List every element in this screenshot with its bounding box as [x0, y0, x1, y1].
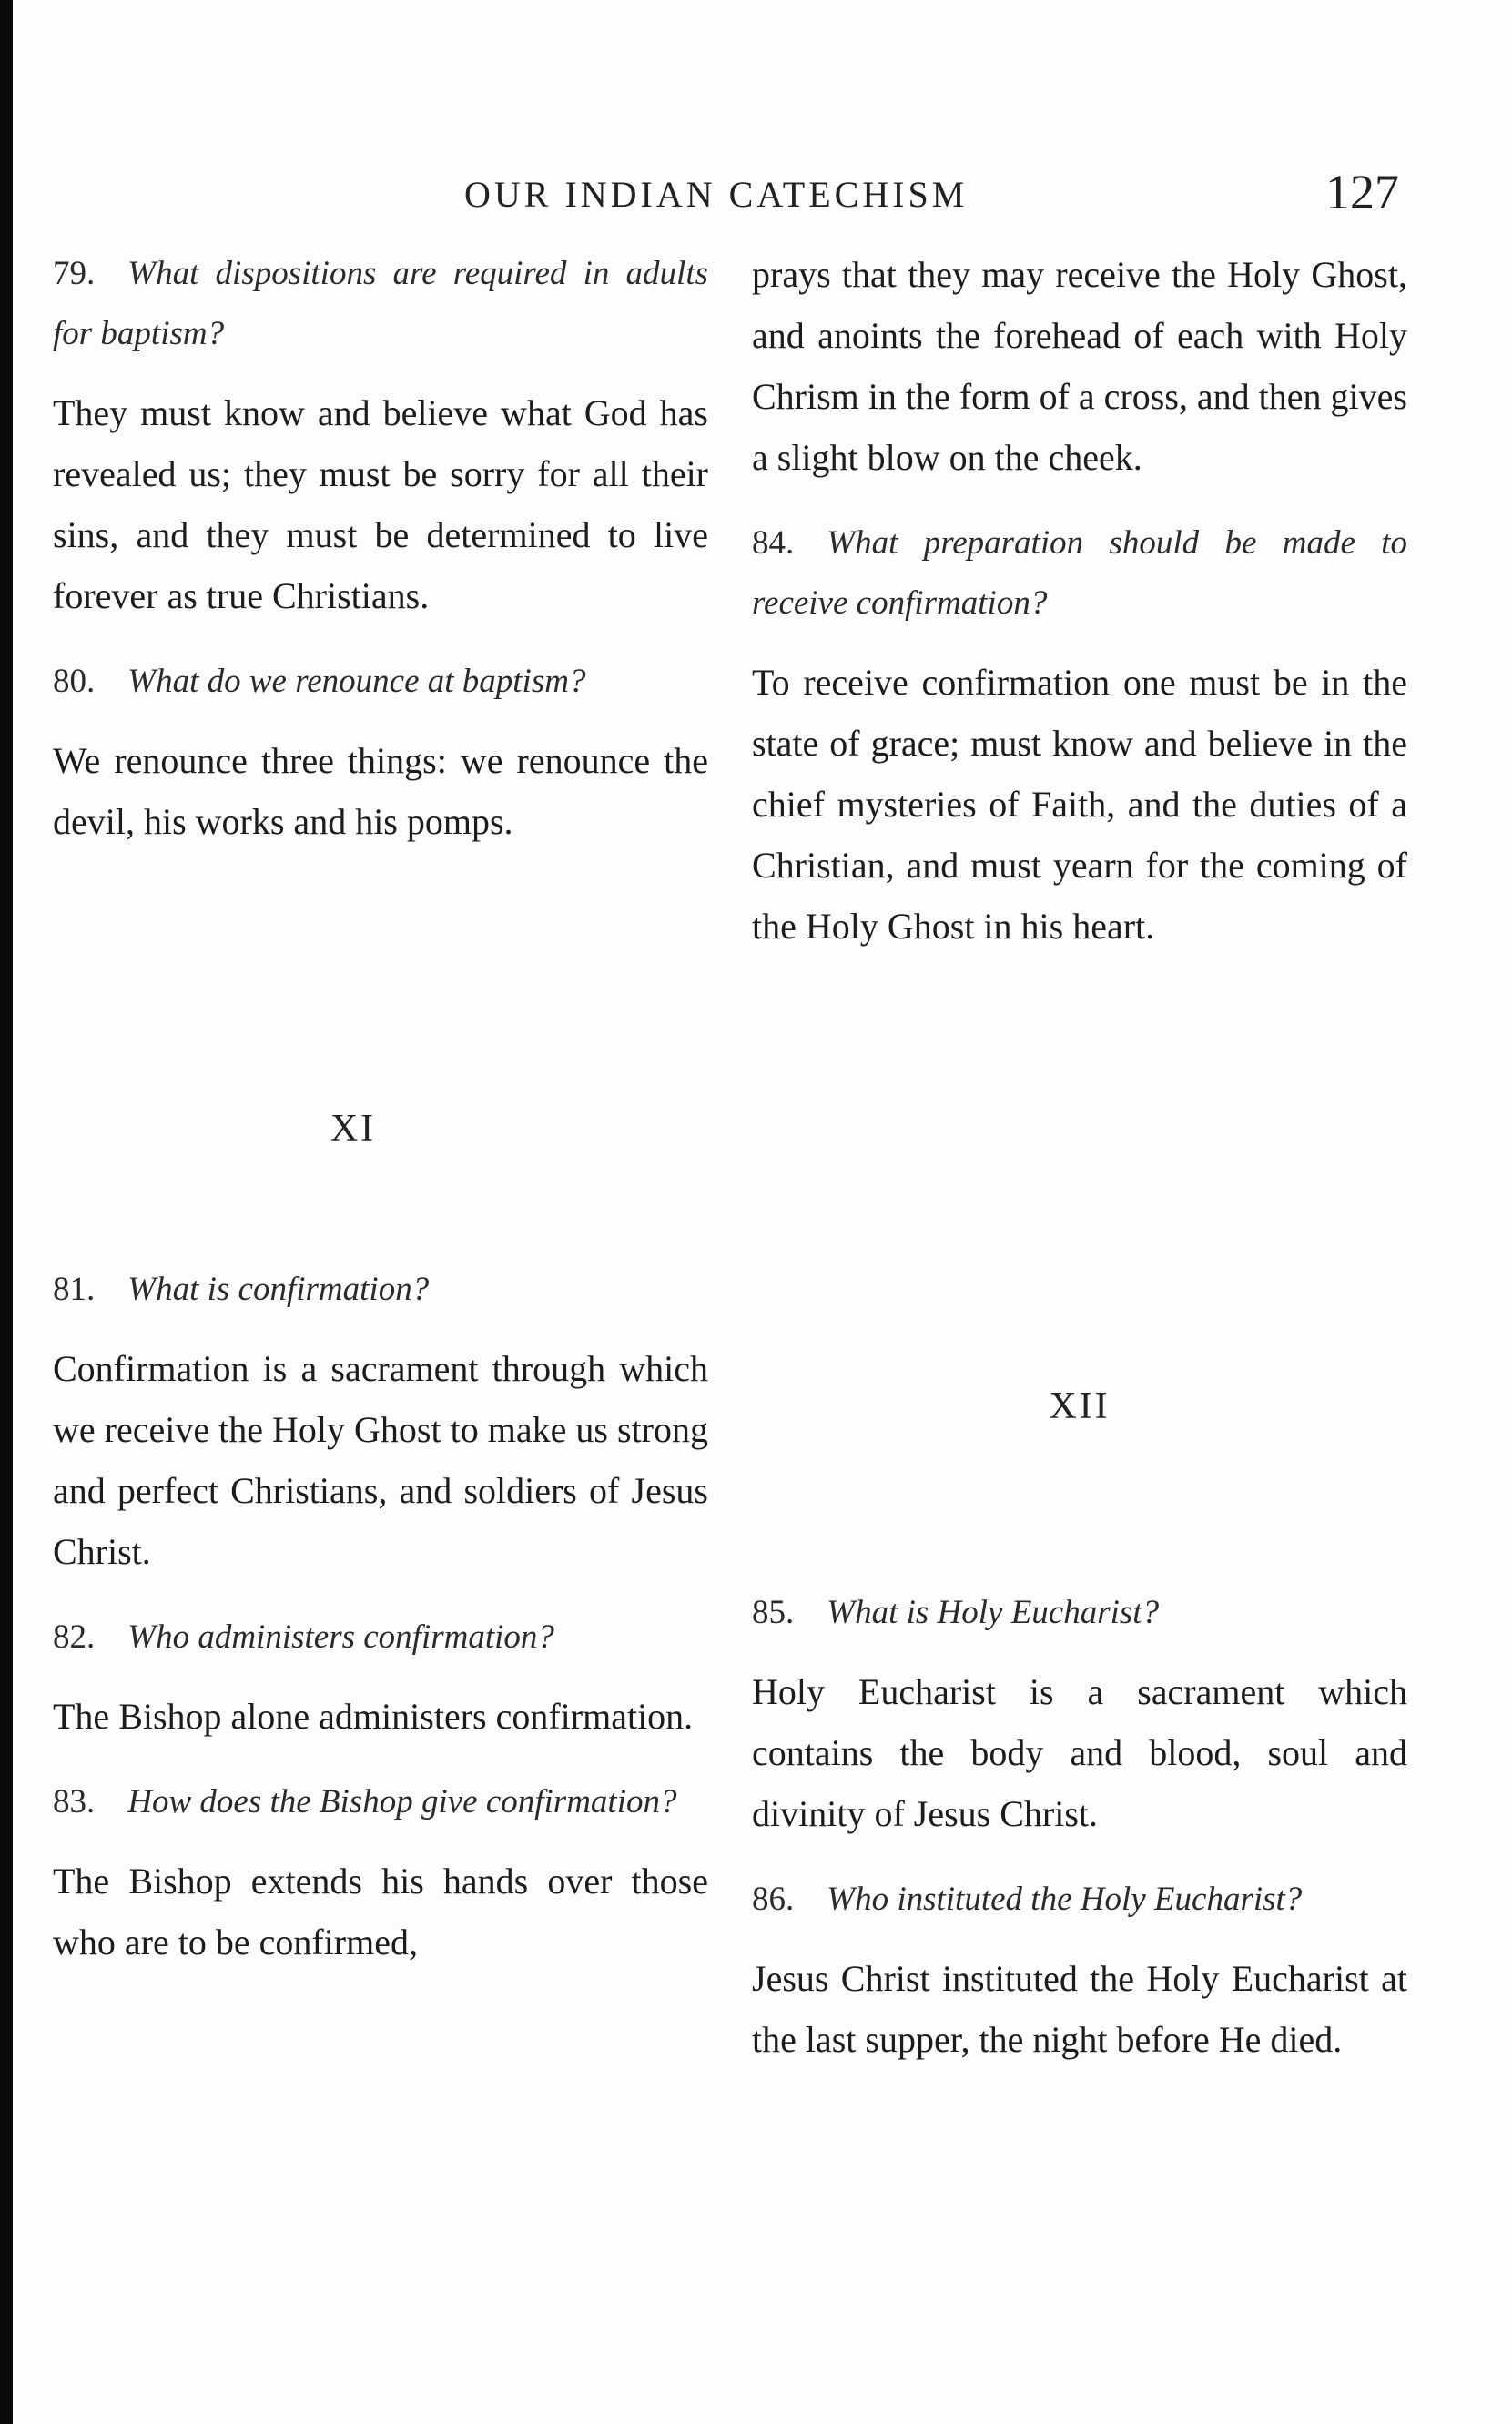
section-heading-xii: XII: [1049, 1385, 1111, 1427]
left-column: [53, 244, 708, 2401]
question-text: Who administers confirmation?: [127, 1618, 554, 1656]
question-83: [53, 1772, 708, 1832]
question-86: [752, 1870, 1407, 1930]
page-header: [0, 164, 1512, 228]
answer-79: They must know and believe what God has revealed us; they must be sorry for all their sins, and they must be determined to live forever as true Christians.: [53, 392, 708, 616]
question-84: [752, 513, 1407, 634]
question-81: [53, 1260, 708, 1320]
section-heading-xi: XI: [330, 1108, 377, 1150]
question-number: 80.: [53, 663, 96, 700]
question-number: 79.: [53, 255, 96, 292]
question-text: What is Holy Eucharist?: [827, 1594, 1160, 1631]
answer-83: The Bishop extends his hands over those who are to be confirmed,: [53, 1861, 708, 1963]
question-text: What dispositions are required in adults for baptism?: [53, 255, 708, 352]
answer-85: Holy Eucharist is a sacrament which contains the body and blood, soul and divinity of Jesus Christ.: [752, 1671, 1407, 1834]
answer-81: Confirmation is a sacrament through which we receive the Holy Ghost to make us strong and perfect Christians, and soldiers of Jesus Christ.: [53, 1348, 708, 1572]
question-number: 82.: [53, 1618, 96, 1656]
question-number: 85.: [752, 1594, 795, 1631]
running-title: OUR INDIAN CATECHISM: [464, 174, 969, 215]
question-number: 83.: [53, 1783, 96, 1821]
question-79: [53, 244, 708, 364]
answer-84: To receive confirmation one must be in the state of grace; must know and believe in the chief mysteries of Faith, and the duties of a Christian, and must yearn for the coming of the Holy Ghost in his heart.: [752, 662, 1407, 947]
answer-86: Jesus Christ instituted the Holy Eucharist at the last supper, the night before He died.: [752, 1958, 1407, 2060]
page-number: 127: [1325, 165, 1399, 219]
question-text: What preparation should be made to receive confirmation?: [752, 524, 1407, 622]
answer-80: We renounce three things: we renounce the devil, his works and his pomps.: [53, 740, 708, 842]
answer-82: The Bishop alone administers confirmation.: [53, 1696, 694, 1737]
question-82: [53, 1608, 708, 1668]
question-number: 84.: [752, 524, 795, 562]
right-column: [752, 244, 1407, 2401]
question-80: [53, 652, 708, 712]
question-text: What do we renounce at baptism?: [127, 663, 586, 700]
question-text: Who instituted the Holy Eucharist?: [827, 1881, 1303, 1918]
question-text: What is confirmation?: [127, 1271, 430, 1308]
book-spine-edge: [0, 0, 13, 2424]
answer-83-continued: prays that they may receive the Holy Ghost, and anoints the forehead of each with Holy Chrism in the form of a cross, and then gives a slight blow on the cheek.: [752, 254, 1407, 478]
question-number: 81.: [53, 1271, 96, 1308]
question-number: 86.: [752, 1881, 795, 1918]
question-85: [752, 1583, 1407, 1643]
question-text: How does the Bishop give confirmation?: [127, 1783, 677, 1821]
